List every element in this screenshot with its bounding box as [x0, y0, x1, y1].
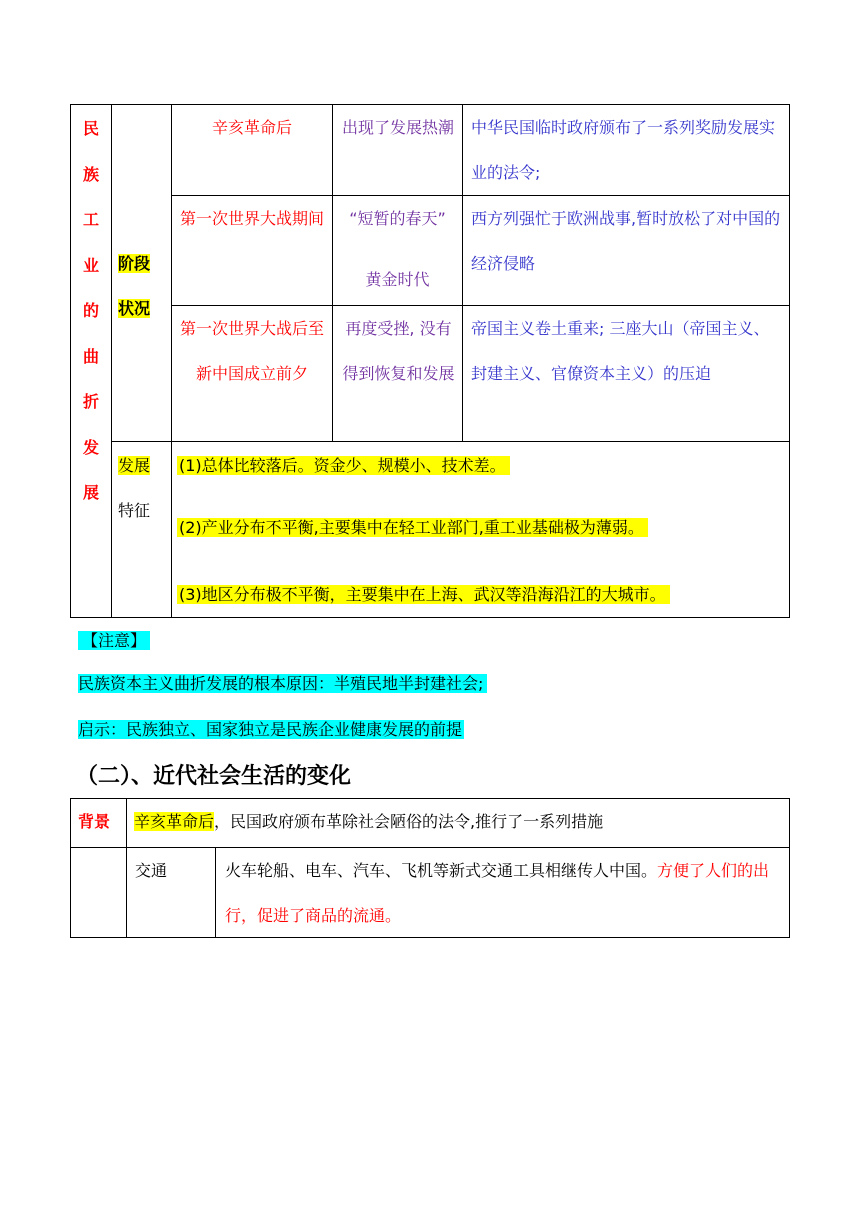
- stage-period: 第一次世界大战期间: [180, 209, 325, 228]
- stage-status: 出现了发展热潮: [341, 118, 454, 137]
- stage-status-line: 黄金时代: [365, 270, 430, 289]
- stage-reason: 帝国主义卷土重来; 三座大山（帝国主义、封建主义、官僚资本主义）的压迫: [471, 319, 770, 383]
- notes-reason: 民族资本主义曲折发展的根本原因：半殖民地半封建社会;: [78, 668, 487, 700]
- label-char: 族: [82, 164, 99, 184]
- industry-vertical-label: [71, 106, 111, 516]
- stage-status: [333, 196, 462, 289]
- stage-label: [118, 241, 158, 331]
- background-highlight: 辛亥革命后: [134, 812, 215, 831]
- transport-text: [225, 848, 785, 938]
- stage-reason: 西方列强忙于欧洲战事,暂时放松了对中国的经济侵略: [471, 209, 781, 273]
- transport-text-black: 火车轮船、电车、汽车、飞机等新式交通工具相继传人中国。: [225, 861, 658, 880]
- feature-item: (2)产业分布不平衡,主要集中在轻工业部门,重工业基础极为薄弱。: [177, 513, 648, 543]
- label-char: 业: [82, 255, 99, 275]
- stage-period: 第一次世界大战后至新中国成立前夕: [180, 319, 325, 383]
- notes-block: [78, 620, 798, 746]
- label-char: 民: [82, 119, 99, 138]
- feature-label-line: 特征: [118, 501, 151, 520]
- stage-status: 再度受挫, 没有得到恢复和发展: [342, 319, 455, 383]
- feature-item: (3)地区分布极不平衡，主要集中在上海、武汉等沿海沿江的大城市。: [177, 578, 670, 612]
- label-char: 曲: [82, 346, 99, 366]
- background-label: 背景: [78, 812, 111, 831]
- transport-label: 交通: [135, 861, 168, 880]
- label-char: 发: [82, 437, 99, 457]
- notes-insight: 启示：民族独立、国家独立是民族企业健康发展的前提: [78, 720, 463, 739]
- feature-item: (1)总体比较落后。资金少、规模小、技术差。: [177, 453, 510, 479]
- feature-label: [118, 443, 158, 533]
- stage-period: 辛亥革命后: [211, 118, 292, 137]
- section-title: （二）、近代社会生活的变化: [76, 764, 352, 789]
- notes-heading: 【注意】: [78, 626, 150, 656]
- background-text: [134, 809, 784, 835]
- feature-label-line: 发展: [118, 456, 151, 475]
- label-char: 的: [82, 301, 99, 320]
- stage-label-line: 阶段: [118, 254, 151, 273]
- label-char: 折: [82, 392, 99, 411]
- background-rest: ，民国政府颁布革除社会陋俗的法令,推行了一系列措施: [214, 812, 604, 831]
- stage-label-line: 状况: [118, 299, 151, 318]
- transport-text-red: 方便了人们的出行，促进了商品的流通。: [225, 861, 770, 925]
- stage-status-line: “短暂的春天”: [349, 209, 446, 228]
- stage-reason: 中华民国临时政府颁布了一系列奖励发展实业的法令;: [471, 118, 776, 182]
- label-char: 展: [82, 483, 99, 502]
- label-char: 工: [82, 210, 99, 229]
